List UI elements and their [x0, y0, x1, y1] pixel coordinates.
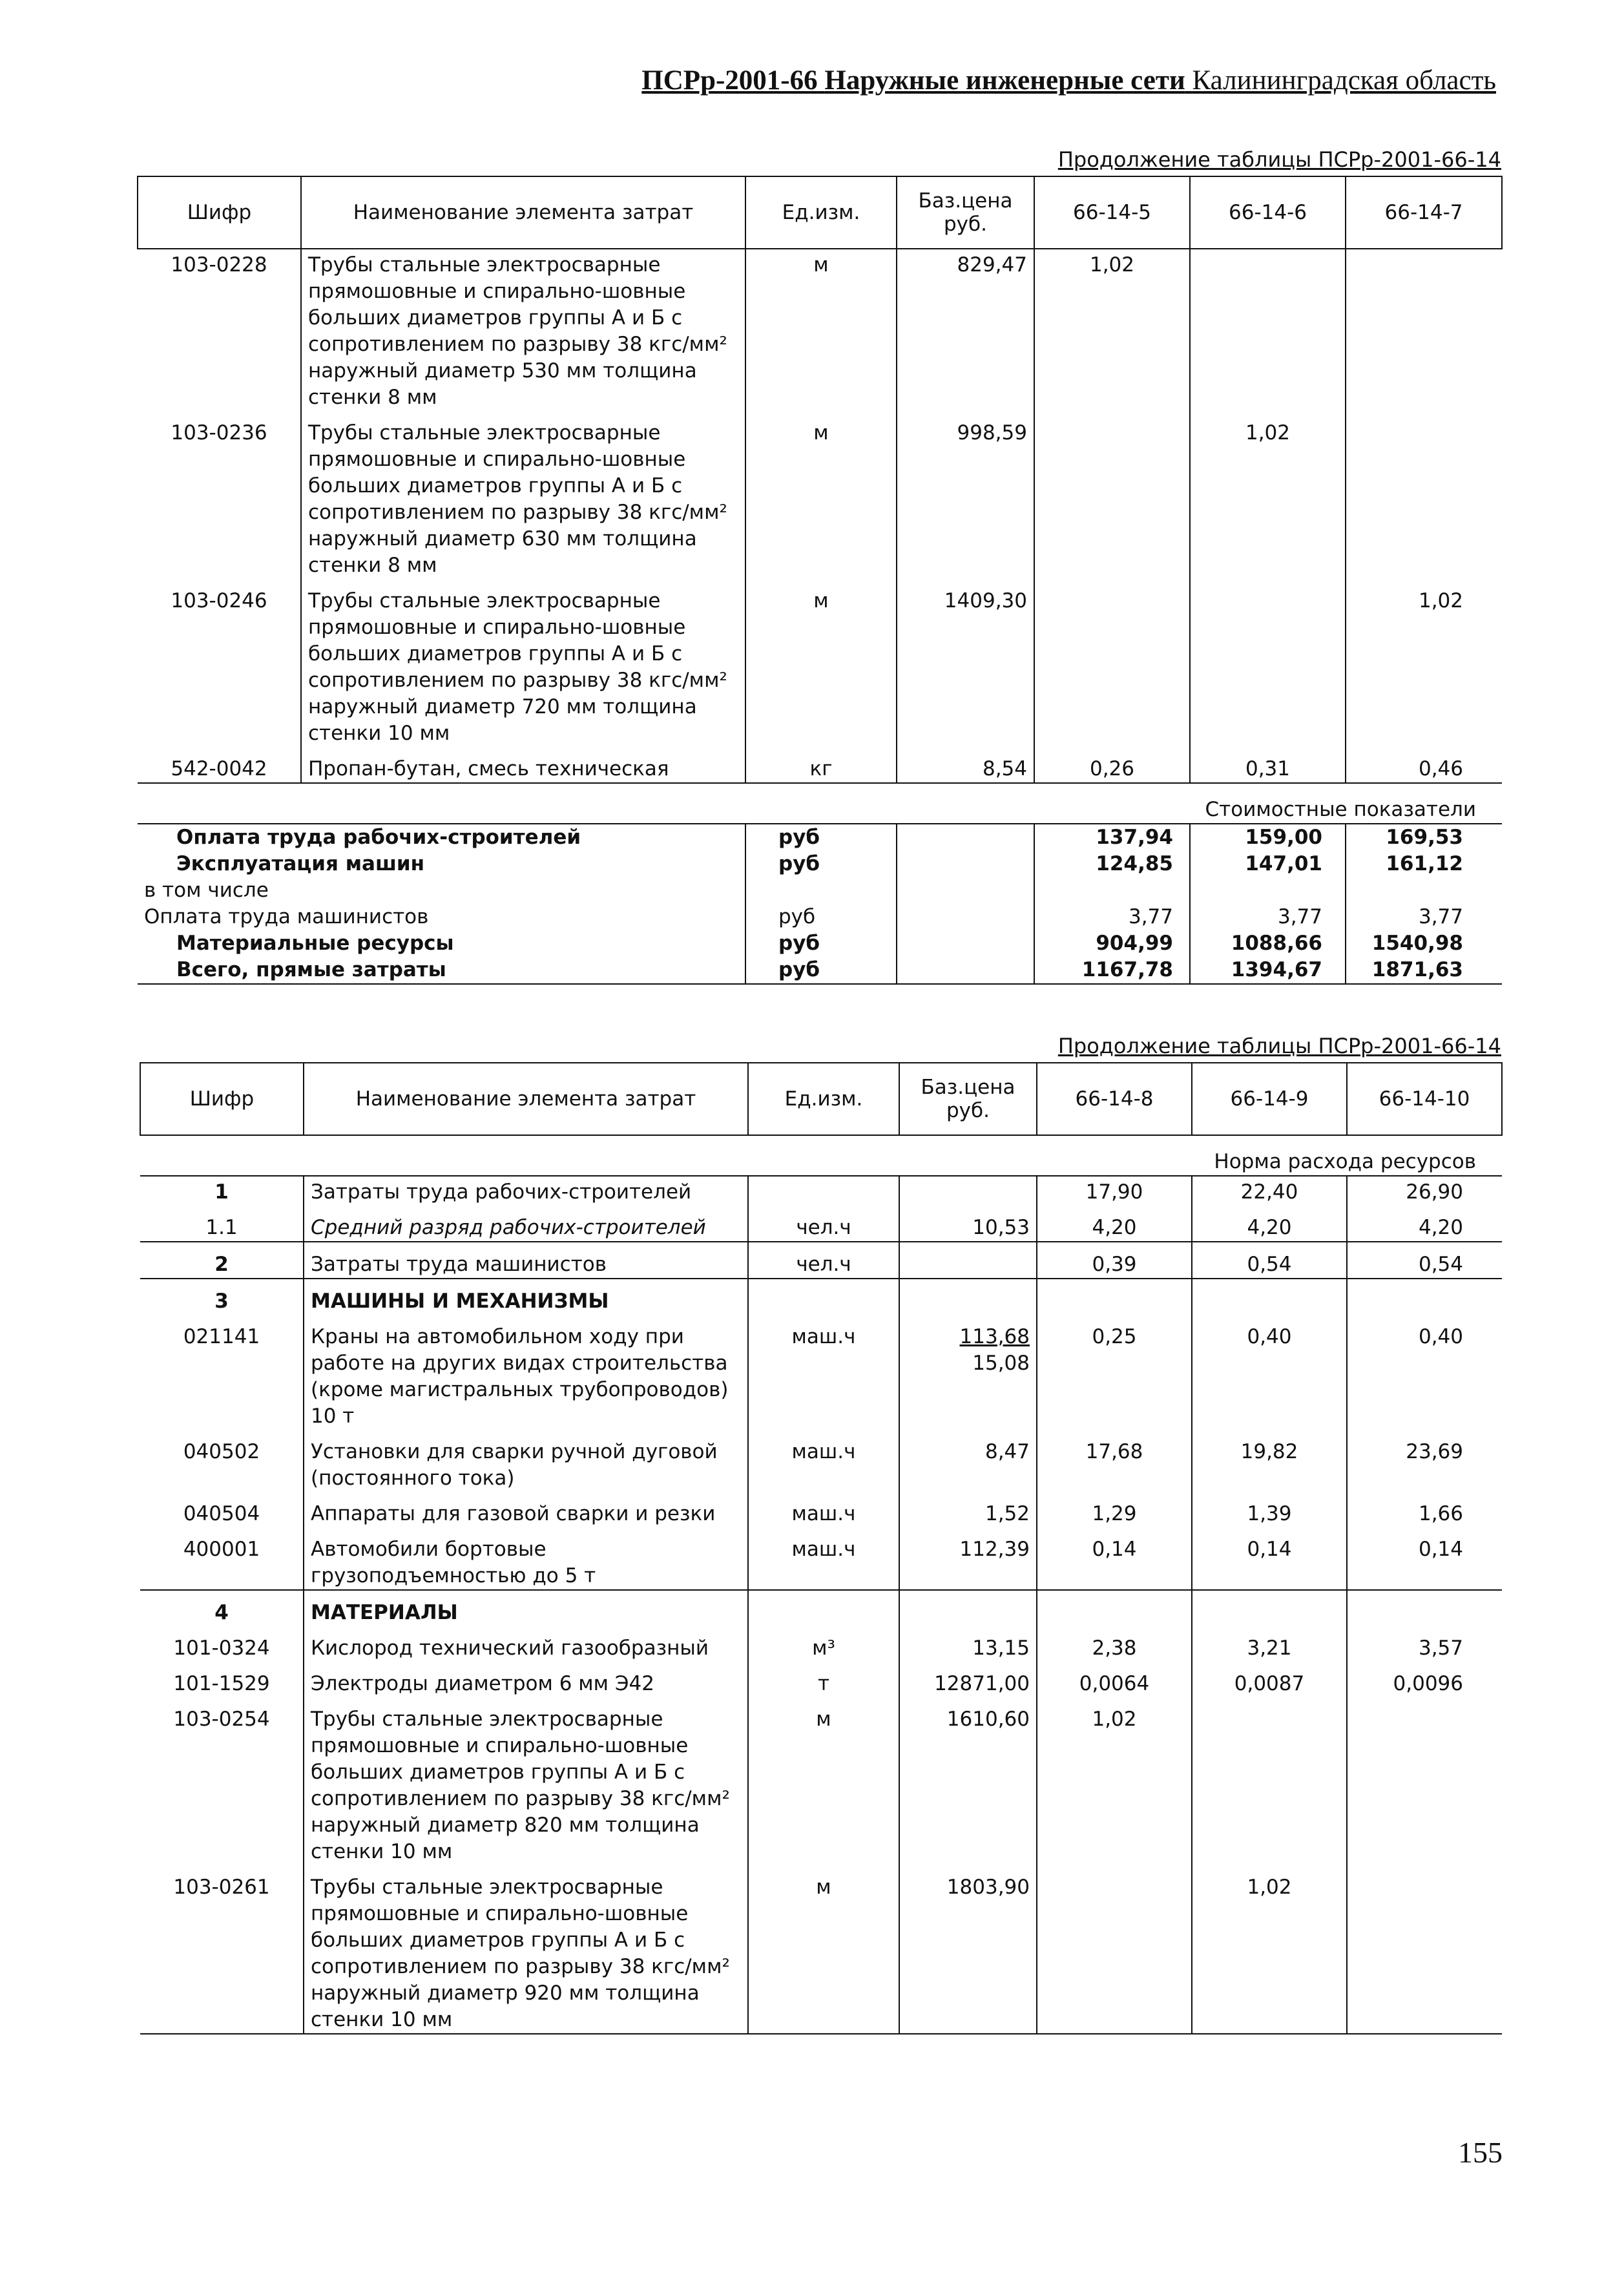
cost-value-1: 137,94 [1096, 826, 1173, 849]
cost-unit: руб [778, 826, 820, 849]
row-code: 103-0246 [171, 589, 267, 612]
row-name: Краны на автомобильном ходу при работе на других видах строительства (кроме магистральных трубопроводов) 10 т [304, 1315, 748, 1430]
cost-unit: руб [778, 932, 820, 955]
cost-value-3: 1871,63 [1346, 957, 1502, 984]
row-price-value: 113,68 [959, 1325, 1030, 1348]
row-value-1: 0,25 [1092, 1325, 1137, 1348]
row-value-3: 0,54 [1347, 1242, 1502, 1279]
table1-row [138, 579, 1502, 747]
row-code: 3 [140, 1279, 304, 1315]
cost-blank [897, 851, 1034, 877]
row-unit: м³ [812, 1637, 835, 1660]
row-name: Кислород технический газообразный [304, 1626, 748, 1662]
row-code: 103-0254 [173, 1708, 270, 1731]
row-price [899, 1176, 1037, 1206]
row-code: 040504 [183, 1502, 260, 1525]
row-price: 10,53 [899, 1206, 1037, 1242]
column-header: Ед.изм. [745, 176, 897, 249]
cost-row [138, 877, 1502, 904]
row-unit [748, 1176, 899, 1206]
row-value-3 [1346, 249, 1502, 411]
row-value-3: 3,57 [1418, 1637, 1463, 1660]
row-value-3: 4,20 [1418, 1216, 1463, 1239]
row-value-2: 4,20 [1192, 1206, 1347, 1242]
row-value-1 [1034, 579, 1190, 747]
row-name: Установки для сварки ручной дуговой (постоянного тока) [304, 1430, 748, 1492]
column-header: 66-14-8 [1037, 1063, 1192, 1135]
row-price: 1803,90 [899, 1865, 1037, 2034]
row-unit: м [816, 1708, 831, 1731]
table2-row [140, 1206, 1502, 1242]
row-price: 1409,30 [897, 579, 1034, 747]
row-name: Трубы стальные электросварные прямошовные и спирально-шовные больших диаметров группы А и Б с сопротивлением по разрыву 38 кгс/мм² наружный диаметр 630 мм толщина стенки 8 мм [301, 411, 745, 579]
row-price: 1610,60 [899, 1697, 1037, 1865]
row-value-3 [1347, 1279, 1502, 1315]
row-value-1: 0,0064 [1079, 1672, 1150, 1695]
row-value-3: 0,0096 [1393, 1672, 1463, 1695]
table2-row [140, 1626, 1502, 1662]
table2-row [140, 1527, 1502, 1590]
row-value-1: 0,39 [1037, 1242, 1192, 1279]
cost-row [138, 957, 1502, 984]
row-name: МАШИНЫ И МЕХАНИЗМЫ [304, 1279, 748, 1315]
row-unit [748, 1590, 899, 1626]
table2-row [140, 1662, 1502, 1697]
cost-value-3: 1540,98 [1371, 932, 1463, 955]
table2-row [140, 1315, 1502, 1430]
cost-row [138, 824, 1502, 851]
table1 [137, 176, 1503, 985]
table2-header-row [140, 1063, 1502, 1135]
cost-unit: руб [745, 957, 897, 984]
row-price: 12871,00 [899, 1662, 1037, 1697]
row-value-2 [1190, 579, 1346, 747]
cost-name: Всего, прямые затраты [138, 957, 745, 984]
row-value-3: 0,46 [1418, 757, 1463, 780]
cost-value-1: 1167,78 [1034, 957, 1190, 984]
row-unit [748, 1279, 899, 1315]
row-name: Трубы стальные электросварные прямошовные и спирально-шовные больших диаметров группы А и Б с сопротивлением по разрыву 38 кгс/мм² наружный диаметр 720 мм толщина стенки 10 мм [301, 579, 745, 747]
row-code: 101-0324 [173, 1637, 270, 1660]
cost-value-3: 169,53 [1386, 826, 1463, 849]
row-price [899, 1242, 1037, 1279]
row-value-1: 17,68 [1085, 1440, 1143, 1463]
row-unit: м [813, 589, 829, 612]
row-value-2: 0,0087 [1192, 1662, 1347, 1697]
row-value-2: 22,40 [1192, 1176, 1347, 1206]
row-value-2: 0,54 [1192, 1242, 1347, 1279]
row-unit: м [813, 421, 829, 444]
table2-row [140, 1865, 1502, 2034]
table1-header-row [138, 176, 1502, 249]
row-name: Затраты труда машинистов [304, 1242, 748, 1279]
table2-row [140, 1279, 1502, 1315]
row-value-2: 1,02 [1192, 1865, 1347, 2034]
row-code: 101-1529 [173, 1672, 270, 1695]
row-value-1: 0,14 [1092, 1538, 1137, 1561]
column-header: 66-14-6 [1190, 176, 1346, 249]
row-unit: маш.ч [791, 1440, 856, 1463]
row-value-1: 2,38 [1092, 1637, 1137, 1660]
row-unit: маш.ч [791, 1325, 856, 1348]
row-value-2: 3,21 [1192, 1626, 1347, 1662]
row-unit: т [817, 1672, 830, 1695]
row-value-3 [1347, 1697, 1502, 1865]
row-name: Аппараты для газовой сварки и резки [304, 1492, 748, 1527]
cost-row [138, 904, 1502, 930]
column-header: 66-14-5 [1034, 176, 1190, 249]
cost-row [138, 930, 1502, 957]
column-header: Баз.цена руб. [899, 1063, 1037, 1135]
row-name: Трубы стальные электросварные прямошовные и спирально-шовные больших диаметров группы А и Б с сопротивлением по разрыву 38 кгс/мм² наружный диаметр 920 мм толщина стенки 10 мм [304, 1865, 748, 2034]
column-header: Наименование элемента затрат [304, 1063, 748, 1135]
row-code: 021141 [183, 1325, 260, 1348]
cost-value-1 [1034, 877, 1190, 904]
column-header: 66-14-10 [1347, 1063, 1502, 1135]
row-value-1: 0,26 [1089, 757, 1135, 780]
row-code: 040502 [183, 1440, 260, 1463]
page-header [641, 65, 1496, 96]
cost-name: Оплата труда рабочих-строителей [138, 824, 745, 851]
row-unit: маш.ч [791, 1502, 856, 1525]
column-header: Ед.изм. [748, 1063, 899, 1135]
table1-row [138, 249, 1502, 411]
row-code: 103-0261 [140, 1865, 304, 2034]
row-code: 1 [214, 1180, 229, 1204]
cost-value-2: 1394,67 [1190, 957, 1346, 984]
row-value-2 [1192, 1697, 1347, 1865]
row-name: Электроды диаметром 6 мм Э42 [304, 1662, 748, 1697]
table2-row [140, 1176, 1502, 1206]
row-unit: чел.ч [748, 1242, 899, 1279]
column-header: Наименование элемента затрат [301, 176, 745, 249]
cost-value-2: 159,00 [1190, 824, 1346, 851]
row-value-2: 0,31 [1190, 747, 1346, 783]
norm-banner: Норма расхода ресурсов [140, 1135, 1502, 1176]
row-value-1 [1037, 1279, 1192, 1315]
row-value-1 [1037, 1865, 1192, 2034]
table1-caption: Продолжение таблицы ПСРр-2001-66-14 [1057, 147, 1501, 172]
row-price [899, 1279, 1037, 1315]
row-value-3: 26,90 [1406, 1180, 1463, 1204]
column-header: Баз.цена руб. [897, 176, 1034, 249]
cost-blank [897, 930, 1034, 957]
cost-row [138, 851, 1502, 877]
row-value-2: 1,02 [1190, 411, 1346, 579]
cost-indicators-banner: Стоимостные показатели [138, 783, 1502, 824]
norm-banner-row [140, 1135, 1502, 1176]
row-value-3: 1,02 [1418, 589, 1463, 612]
row-unit: чел.ч [796, 1216, 851, 1239]
cost-name: Эксплуатация машин [138, 851, 745, 877]
cost-unit: руб [778, 852, 820, 875]
cost-value-2 [1190, 877, 1346, 904]
cost-value-3: 161,12 [1386, 852, 1463, 875]
row-value-1: 1,02 [1092, 1708, 1137, 1731]
header-code: ПСРр-2001-66 [641, 65, 818, 96]
cost-value-1: 124,85 [1096, 852, 1173, 875]
cost-name: в том числе [138, 877, 745, 904]
row-price-value-alt: 15,08 [972, 1352, 1030, 1375]
row-value-3: 0,40 [1418, 1325, 1463, 1348]
row-value-1: 1,02 [1089, 253, 1135, 277]
row-code: 103-0236 [171, 421, 267, 444]
column-header: Шифр [138, 176, 301, 249]
row-value-3: 23,69 [1406, 1440, 1463, 1463]
row-value-3 [1346, 411, 1502, 579]
row-value-2: 0,14 [1192, 1527, 1347, 1590]
row-code: 400001 [183, 1538, 260, 1561]
header-title: Наружные инженерные сети [824, 65, 1185, 96]
row-code: 542-0042 [171, 757, 267, 780]
cost-blank [897, 824, 1034, 851]
row-price: 1,52 [899, 1492, 1037, 1527]
cost-value-1: 3,77 [1128, 905, 1173, 928]
table1-row [138, 411, 1502, 579]
row-value-2: 1,39 [1192, 1492, 1347, 1527]
row-name: Средний разряд рабочих-строителей [304, 1206, 748, 1242]
row-unit: м [748, 1865, 899, 2034]
row-value-3 [1347, 1590, 1502, 1626]
row-price: 829,47 [897, 249, 1034, 411]
row-code: 103-0228 [171, 253, 267, 277]
row-code: 4 [140, 1590, 304, 1626]
table2-row [140, 1590, 1502, 1626]
row-price: 8,47 [899, 1430, 1037, 1492]
row-value-2 [1192, 1590, 1347, 1626]
table2-row [140, 1492, 1502, 1527]
row-price [899, 1315, 1037, 1430]
row-code: 1.1 [205, 1216, 238, 1239]
row-value-1: 1,29 [1092, 1502, 1137, 1525]
row-value-3 [1347, 1865, 1502, 2034]
cost-value-3: 3,77 [1418, 905, 1463, 928]
table2 [140, 1062, 1503, 2034]
row-price: 8,54 [897, 747, 1034, 783]
row-value-3: 0,14 [1418, 1538, 1463, 1561]
table2-row [140, 1430, 1502, 1492]
cost-value-3 [1346, 877, 1502, 904]
row-value-1: 4,20 [1092, 1216, 1137, 1239]
cost-blank [897, 904, 1034, 930]
cost-name: Материальные ресурсы [138, 930, 745, 957]
cost-name: Оплата труда машинистов [138, 904, 745, 930]
row-name: МАТЕРИАЛЫ [304, 1590, 748, 1626]
column-header: 66-14-9 [1192, 1063, 1347, 1135]
row-name: Трубы стальные электросварные прямошовные и спирально-шовные больших диаметров группы А и Б с сопротивлением по разрыву 38 кгс/мм² наружный диаметр 530 мм толщина стенки 8 мм [301, 249, 745, 411]
cost-value-2: 1088,66 [1190, 930, 1346, 957]
row-name: Автомобили бортовые грузоподъемностью до 5 т [304, 1527, 748, 1590]
table2-row [140, 1697, 1502, 1865]
cost-unit: руб [778, 905, 816, 928]
row-unit: кг [809, 757, 833, 780]
row-value-2 [1190, 249, 1346, 411]
column-header: Шифр [140, 1063, 304, 1135]
row-value-2: 19,82 [1192, 1430, 1347, 1492]
row-price [899, 1590, 1037, 1626]
column-header: 66-14-7 [1346, 176, 1502, 249]
row-value-2 [1192, 1279, 1347, 1315]
header-region: Калининградская область [1192, 65, 1496, 96]
cost-value-2: 147,01 [1190, 851, 1346, 877]
row-name: Затраты труда рабочих-строителей [304, 1176, 748, 1206]
cost-value-1: 904,99 [1096, 932, 1173, 955]
table1-row [138, 747, 1502, 783]
table2-caption: Продолжение таблицы ПСРр-2001-66-14 [1057, 1034, 1501, 1058]
cost-blank [897, 957, 1034, 984]
row-value-3: 1,66 [1418, 1502, 1463, 1525]
row-price: 998,59 [897, 411, 1034, 579]
cost-unit [745, 877, 897, 904]
row-price: 13,15 [899, 1626, 1037, 1662]
cost-value-2: 3,77 [1190, 904, 1346, 930]
row-name: Пропан-бутан, смесь техническая [301, 747, 745, 783]
row-price: 112,39 [899, 1527, 1037, 1590]
row-name: Трубы стальные электросварные прямошовные и спирально-шовные больших диаметров группы А и Б с сопротивлением по разрыву 38 кгс/мм² наружный диаметр 820 мм толщина стенки 10 мм [304, 1697, 748, 1865]
cost-indicators-banner-row [138, 783, 1502, 824]
row-value-1 [1037, 1590, 1192, 1626]
row-code: 2 [140, 1242, 304, 1279]
row-unit: маш.ч [791, 1538, 856, 1561]
row-value-2: 0,40 [1192, 1315, 1347, 1430]
page-number: 155 [1458, 2136, 1503, 2169]
row-value-1: 17,90 [1085, 1180, 1143, 1204]
row-unit: м [813, 253, 829, 277]
table2-row [140, 1242, 1502, 1279]
row-value-1 [1034, 411, 1190, 579]
cost-blank [897, 877, 1034, 904]
